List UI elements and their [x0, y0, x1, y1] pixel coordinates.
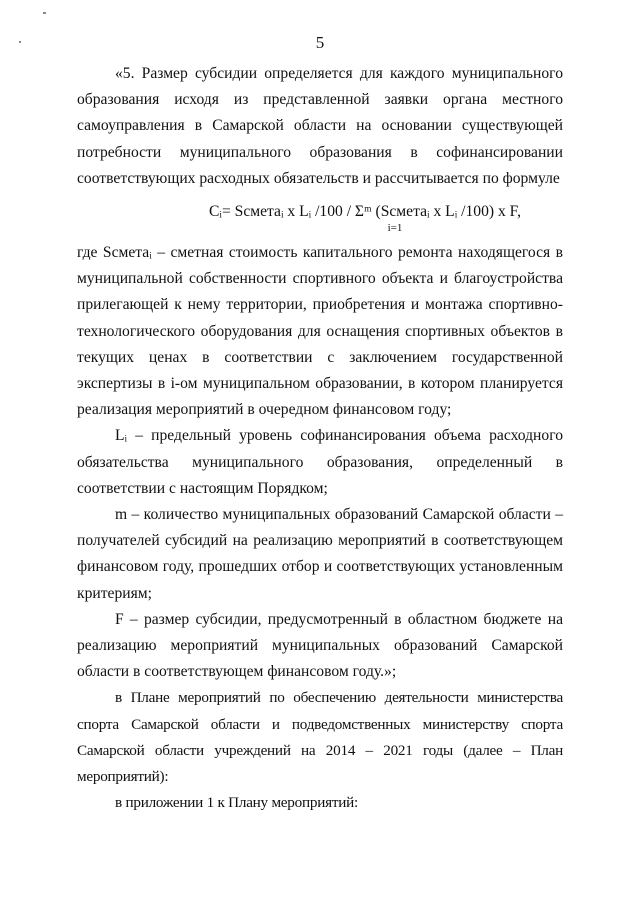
- paragraph-estimate-definition: где Scметаᵢ – сметная стоимость капитального ремонта находящегося в муниципальной собственности спортивного объекта и благоустройства прилегающей к нему территории, приобретения и монтажа спортивно-технологического оборудования для оснащения спортивных объектов в текущих ценах в соответствии с заключением государственной экспертизы в i-ом муниципальном образовании, в котором планируется реализация мероприятий в очередном финансовом году;: [77, 244, 563, 419]
- formula-sum-index: i=1: [387, 222, 403, 235]
- paragraph-subsidy-size: «5. Размер субсидии определяется для каждого муниципального образования исходя из представленной заявки органа местного самоуправления в Самарской области на основании существующей потребности муниципального образования в софинансировании соответствующих расходных обязательств и рассчитывается по формуле: [77, 65, 563, 187]
- formula: Cᵢ= Scметаᵢ x Lᵢ /100 / Σᵐ (Scметаᵢ x Lᵢ /100) x F,: [209, 203, 521, 221]
- paragraph-m-definition: m – количество муниципальных образований Самарской области – получателей субсидий на реализацию мероприятий в соответствующем финансовом году, прошедших отбор и соответствующих установленным критериям;: [77, 506, 563, 602]
- page-number: 5: [315, 33, 325, 52]
- paragraph-f-definition: F – размер субсидии, предусмотренный в областном бюджете на реализацию мероприятий муниципальных образований Самарской области в соответствующем финансовом году.»;: [77, 610, 563, 681]
- paragraph-plan: в Плане мероприятий по обеспечению деятельности министерства спорта Самарской области и подведомственных министерству спорта Самарской области учреждений на 2014 – 2021 годы (далее – План мероприятий):: [77, 689, 563, 786]
- scan-speck: [43, 12, 46, 14]
- paragraph-appendix: в приложении 1 к Плану мероприятий:: [115, 794, 358, 812]
- body-text: [77, 61, 563, 816]
- paragraph-l-definition: Lᵢ – предельный уровень софинансирования объема расходного обязательства муниципального образования, определенный в соответствии с настоящим Порядком;: [77, 427, 563, 497]
